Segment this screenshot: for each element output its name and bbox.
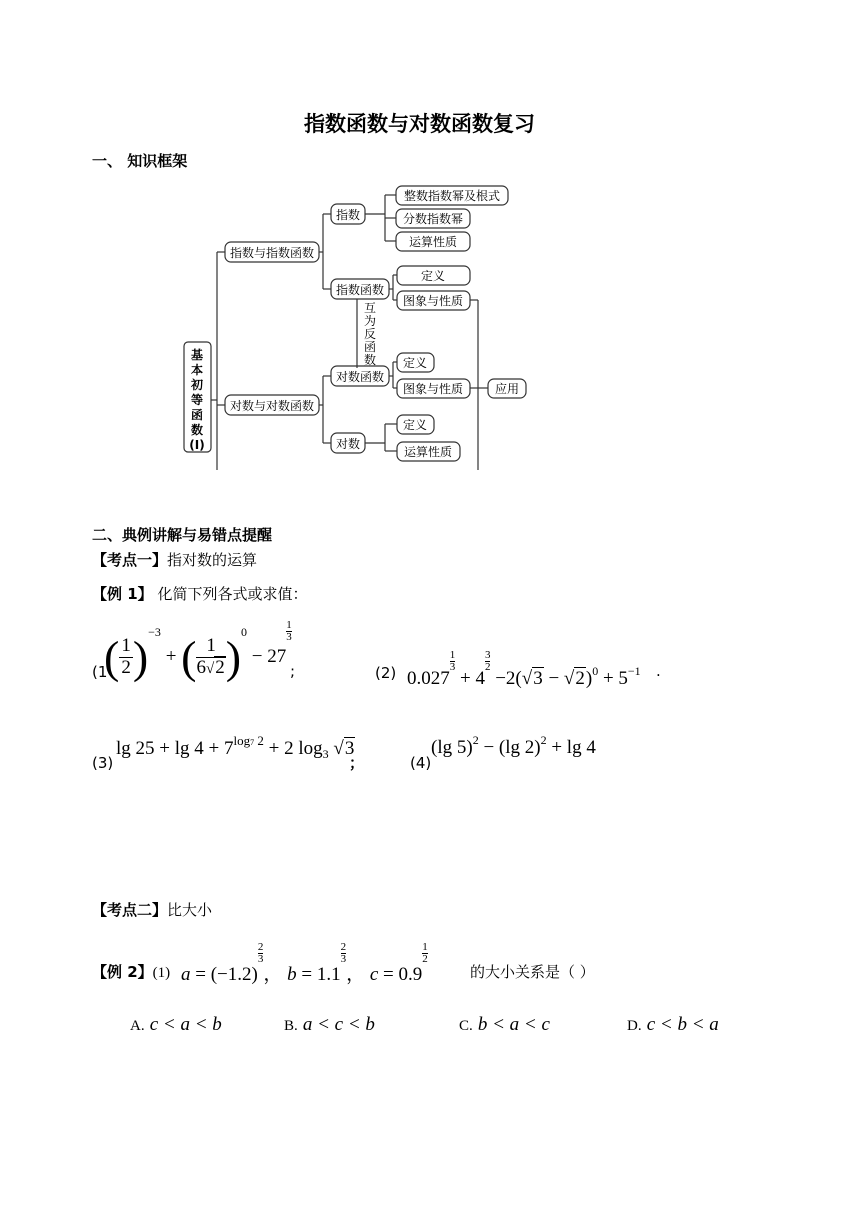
section-heading-examples: 二、典例讲解与易错点提醒 (92, 526, 273, 544)
diagram-exp-branch: 指数与指数函数 (229, 246, 315, 260)
diagram-log-child: 定义 (402, 418, 428, 432)
choice-b[interactable]: B. a < c < b (284, 1014, 375, 1035)
svg-text:初: 初 (190, 378, 204, 392)
ex1-formula-3: $\lg 25 + \lg 4 + 7^{log7 2} + 2$ $\log_3 √3$ (116, 733, 355, 761)
point-one-line (92, 549, 257, 570)
choice-c[interactable]: C. b < a < c (459, 1014, 550, 1035)
diagram-exp-node: 指数 (335, 208, 361, 222)
diagram-log-child: 运算性质 (403, 445, 453, 459)
ex1-formula-2: 0.027 $\frac{1}{3}$ + 4 $\frac{3}{2}$ $-2(√3 - √2)^0 + 5^{-1}$ (407, 649, 641, 689)
diagram-exp-func-child: 定义 (420, 269, 446, 283)
point-two-label: 【考点二】 (92, 901, 168, 919)
svg-text:函: 函 (190, 408, 204, 422)
svg-text:(Ⅰ): (Ⅰ) (189, 438, 205, 452)
diagram-log-node: 对数 (335, 437, 361, 451)
diagram-exp-func-child: 图象与性质 (402, 294, 464, 308)
ex1-item-1: (1 (92, 663, 108, 681)
diagram-log-func-node: 对数函数 (335, 370, 385, 384)
diagram-exp-child: 分数指数幂 (402, 212, 464, 226)
svg-text:等: 等 (190, 393, 204, 407)
choice-d[interactable]: D. c < b < a (627, 1014, 719, 1035)
point-one-text: 指对数的运算 (167, 551, 258, 569)
svg-text:互: 互 (363, 301, 377, 315)
ex1-item-3-end: ； (349, 754, 365, 772)
example-two-label: 【例 2】(1) (92, 963, 171, 981)
ex1-formula-1: ( $\frac{1}{2}$ )$^{-3}$ + ( $\frac{1}{6√2}$ )$^0$ − 27 $\frac{1}{3}$ (104, 619, 292, 683)
diagram-root-label (189, 347, 204, 452)
example-two-suffix: 的大小关系是（ ） (470, 963, 595, 981)
svg-text:数: 数 (363, 353, 377, 367)
ex1-item-1-end: ; (290, 662, 296, 680)
svg-text:本: 本 (190, 363, 204, 377)
example-one-label: 【例 1】 (92, 585, 153, 603)
knowledge-framework-diagram (0, 0, 860, 480)
svg-text:数: 数 (190, 423, 204, 437)
ex1-item-2-end: . (656, 662, 661, 680)
example-two-formula: a = (−1.2) $\frac{2}{3}$ ， b = 1.1 $\frac{2}{3}$ ， c = 0.9 $\frac{1}{2}$ (181, 941, 428, 985)
section-heading-framework: 一、 知识框架 (92, 152, 188, 170)
diagram-application: 应用 (494, 382, 520, 396)
ex1-item-3: (3) (92, 754, 114, 772)
diagram-log-branch: 对数与对数函数 (229, 399, 315, 413)
svg-text:反: 反 (363, 327, 377, 341)
diagram-log-func-child: 定义 (402, 356, 428, 370)
choice-a[interactable]: A. c < a < b (130, 1014, 222, 1035)
diagram-exp-child: 整数指数幂及根式 (403, 189, 501, 203)
page-title: 指数函数与对数函数复习 (304, 112, 535, 136)
diagram-inverse-label (364, 301, 376, 367)
example-one-text: 化简下列各式或求值： (152, 585, 308, 603)
ex1-item-2: (2) (375, 664, 397, 682)
point-one-label: 【考点一】 (92, 551, 168, 569)
diagram-log-func-child: 图象与性质 (402, 382, 464, 396)
svg-text:基: 基 (190, 348, 204, 362)
diagram-exp-child: 运算性质 (408, 235, 458, 249)
point-two-line (92, 899, 212, 920)
svg-text:函: 函 (363, 340, 377, 354)
ex1-item-4: (4) (410, 754, 432, 772)
example-one-line (92, 583, 307, 604)
point-two-text: 比大小 (167, 901, 213, 919)
diagram-exp-func-node: 指数函数 (335, 283, 385, 297)
ex1-formula-4: (lg 5)$^2$ − (lg 2)$^2$ + lg 4 (431, 733, 596, 758)
svg-text:为: 为 (363, 314, 377, 328)
